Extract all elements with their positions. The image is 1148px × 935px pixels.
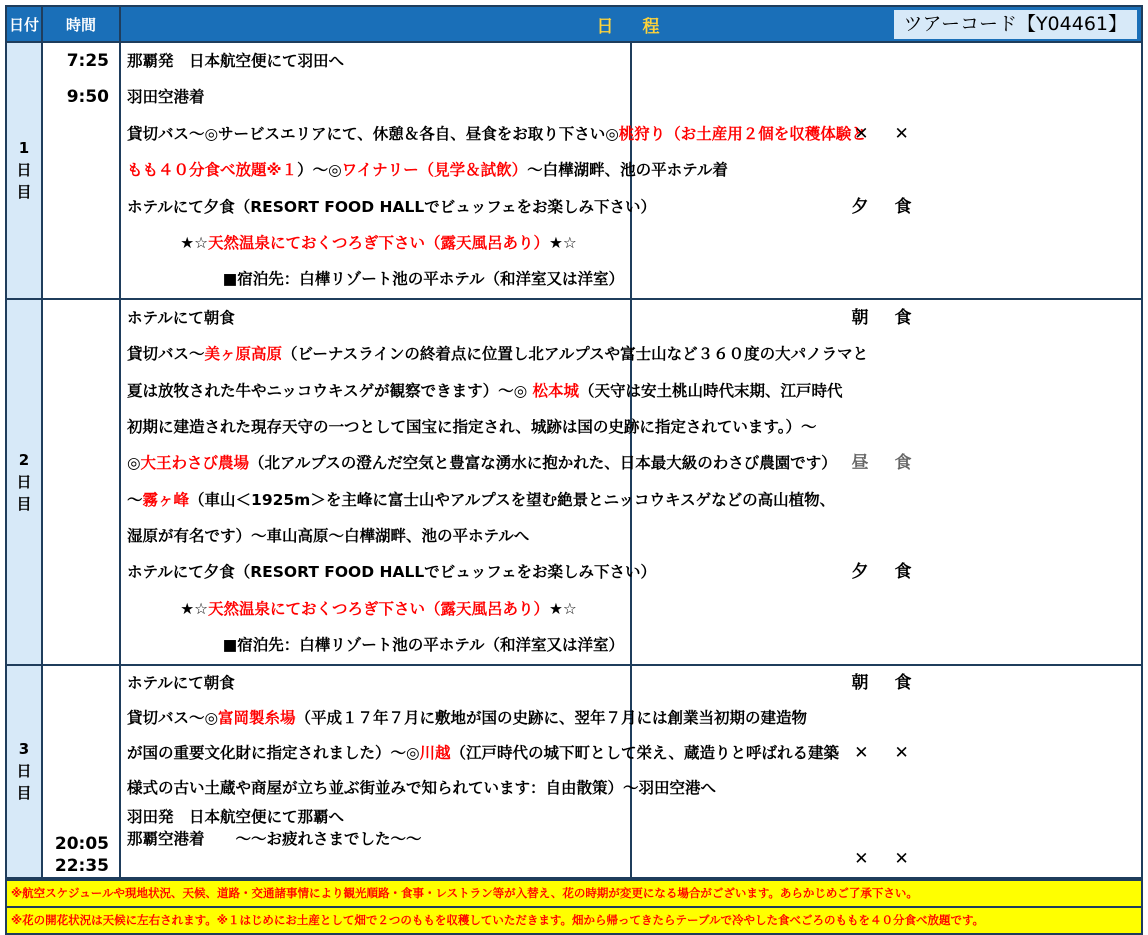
times-day-2: [42, 299, 120, 665]
schedule-text: ホテルにて夕食（RESORT FOOD HALLでビュッフェをお楽しみ下さい）: [127, 197, 656, 216]
schedule-text: 貸切バス～◎: [127, 708, 219, 727]
highlight-text: 富岡製糸場: [218, 708, 296, 727]
tour-code: ツアーコード【Y04461】: [894, 10, 1137, 39]
schedule-text: 那覇発 日本航空便にて羽田へ: [127, 52, 345, 70]
schedule-day-3: [120, 665, 839, 878]
schedule-line: [127, 116, 867, 152]
schedule-day-2: [120, 299, 869, 665]
meal-indicator: ✕ ✕: [854, 743, 919, 764]
meal-indicator: [632, 79, 1141, 115]
schedule-line: [127, 806, 630, 828]
meal-indicator: 夕 食: [851, 196, 922, 217]
schedule-line: [127, 261, 630, 297]
notes-table: [5, 879, 1143, 935]
schedule-line: [127, 373, 843, 409]
schedule-text: 湿原が有名です）～車山高原～白樺湖畔、池の平ホテルへ: [127, 527, 530, 546]
schedule-line: [127, 701, 808, 736]
meal-indicator: [632, 261, 1141, 297]
highlight-text: 美ヶ原高原: [204, 345, 283, 364]
schedule-line: [127, 554, 656, 590]
schedule-text: 夏は放牧された牛やニッコウキスゲが観察できます）～◎: [127, 381, 533, 400]
schedule-text: 那覇空港着 ～～お疲れさまでした～～: [127, 830, 422, 849]
schedule-text: ～白樺湖畔、池の平ホテル着: [527, 161, 728, 180]
note-flower-peach: ※花の開花状況は天候に左右されます。※１はじめにお土産として畑で２つのももを収穫していただきます。畑から帰ってきたらテーブルで冷やした食べごろのももを４０分食べ放題です。: [6, 907, 1142, 934]
itinerary-table: [5, 5, 1143, 879]
schedule-text: （天守は安土桃山時代末期、江戸時代: [579, 381, 843, 400]
schedule-line: [127, 43, 630, 79]
highlight-text: ワイナリー（見学＆試飲）: [341, 161, 528, 180]
schedule-text: ★☆: [180, 233, 208, 252]
schedule-text: ★☆: [180, 599, 208, 618]
highlight-text: 松本城: [532, 381, 580, 400]
schedule-text: ホテルにて夕食（RESORT FOOD HALLでビュッフェをお楽しみ下さい）: [127, 563, 656, 582]
schedule-title: 日 程: [596, 16, 666, 37]
highlight-text: 川越: [419, 744, 451, 763]
schedule-line: [127, 591, 630, 627]
departure-time: 7:25: [66, 51, 109, 71]
meal-indicator: [632, 518, 1141, 554]
schedule-text: 初期に建造された現存天守の一つとして国宝に指定され、城跡は国の史跡に指定されています。）～: [127, 417, 817, 436]
highlight-text: 桃狩り（お土産用２個を収穫体験と: [618, 124, 867, 143]
schedule-line: [127, 152, 728, 188]
schedule-line: [127, 828, 630, 850]
highlight-text: 天然温泉にておくつろぎ下さい（露天風呂あり）: [207, 599, 549, 618]
schedule-line: [127, 445, 837, 481]
times-day-1: [42, 42, 120, 299]
day-row-2: [6, 299, 1142, 665]
schedule-line: [127, 189, 656, 225]
times-day-3: [42, 665, 120, 878]
schedule-text: 貸切バス～◎サービスエリアにて、休憩＆各自、昼食をお取り下さい◎: [127, 124, 619, 143]
meal-indicator: 昼 食: [851, 453, 922, 474]
day-label-1: 1 日 目: [6, 42, 42, 299]
highlight-text: 大王わさび農場: [140, 454, 250, 473]
schedule-text: ■宿泊先：白樺リゾート池の平ホテル（和洋室又は洋室）: [222, 636, 624, 655]
schedule-text: が国の重要文化財に指定されました）～◎: [127, 744, 420, 763]
schedule-line: [127, 79, 630, 115]
schedule-text: ）～◎: [297, 161, 342, 180]
note-schedule-change: ※航空スケジュールや現地状況、天候、道路・交通諸事情により観光順路・食事・レストラン等が入替え、花の時期が変更になる場合がございます。あらかじめご了承下さい。: [6, 880, 1142, 907]
meal-indicator: ✕ ✕: [854, 123, 919, 144]
meals-day-3: [631, 665, 1142, 878]
day-label-3: 3 日 目: [6, 665, 42, 878]
header-row: [6, 6, 1142, 42]
schedule-text: （平成１７年７月に敷地が国の史跡に、翌年７月には創業当初期の建造物: [295, 708, 808, 727]
highlight-text: 天然温泉にておくつろぎ下さい（露天風呂あり）: [207, 233, 549, 252]
meal-indicator: [632, 43, 1141, 79]
schedule-text: 貸切バス～: [127, 345, 205, 364]
departure-time: 20:05: [54, 833, 109, 854]
meal-indicator: 朝 食: [851, 672, 922, 693]
schedule-text: ホテルにて朝食: [127, 308, 235, 327]
schedule-text: ■宿泊先：白樺リゾート池の平ホテル（和洋室又は洋室）: [222, 270, 624, 289]
meal-indicator: [632, 225, 1141, 261]
meal-indicator: 夕 食: [851, 562, 922, 583]
day-row-1: [6, 42, 1142, 299]
schedule-text: 羽田発 日本航空便にて那覇へ: [127, 808, 345, 827]
schedule-line: [127, 336, 869, 372]
schedule-text: ★☆: [549, 233, 577, 252]
day-label-2: 2 日 目: [6, 299, 42, 665]
schedule-line: [127, 736, 839, 771]
schedule-text: ホテルにて朝食: [127, 673, 235, 692]
highlight-text: 霧ヶ峰: [142, 490, 190, 509]
schedule-text: ◎: [127, 454, 141, 473]
schedule-line: [127, 771, 717, 806]
schedule-line: [127, 482, 836, 518]
schedule-text: （車山＜1925m＞を主峰に富士山やアルプスを望む絶景とニッコウキスゲなどの高山植物、: [189, 490, 836, 509]
highlight-text: もも４０分食べ放題※１: [127, 161, 298, 180]
day-row-3: [6, 665, 1142, 878]
schedule-line: [127, 627, 630, 663]
schedule-text: （江戸時代の城下町として栄え、蔵造りと呼ばれる建築: [450, 744, 839, 763]
schedule-day-1: [120, 42, 867, 299]
schedule-text: （北アルプスの澄んだ空気と豊富な湧水に抱かれた、日本最大級のわさび農園です）: [249, 454, 837, 473]
schedule-line: [127, 300, 630, 336]
schedule-line: [127, 225, 630, 261]
schedule-line: [127, 409, 817, 445]
meal-indicator: [632, 591, 1141, 627]
schedule-text: （ビーナスラインの終着点に位置し北アルプスや富士山など３６０度の大パノラマと: [282, 345, 869, 364]
schedule-column-header: [120, 6, 1142, 42]
schedule-text: 様式の古い土蔵や商屋が立ち並ぶ街並みで知られています：自由散策）～羽田空港へ: [127, 779, 717, 798]
meal-indicator: [632, 627, 1141, 663]
schedule-text: ～: [127, 490, 143, 509]
time-column-header: 時間: [42, 6, 120, 42]
meal-indicator: 朝 食: [851, 307, 922, 328]
meal-indicator: [632, 806, 1141, 841]
arrival-time: 22:35: [54, 855, 109, 876]
date-column-header: 日付: [6, 6, 42, 42]
schedule-line: [127, 666, 630, 701]
schedule-text: 羽田空港着: [127, 88, 205, 107]
arrival-time: 9:50: [66, 87, 109, 108]
schedule-text: ★☆: [549, 599, 577, 618]
itinerary-sheet: [5, 5, 1143, 935]
schedule-line: [127, 518, 630, 554]
meal-indicator: ✕ ✕: [854, 848, 919, 869]
